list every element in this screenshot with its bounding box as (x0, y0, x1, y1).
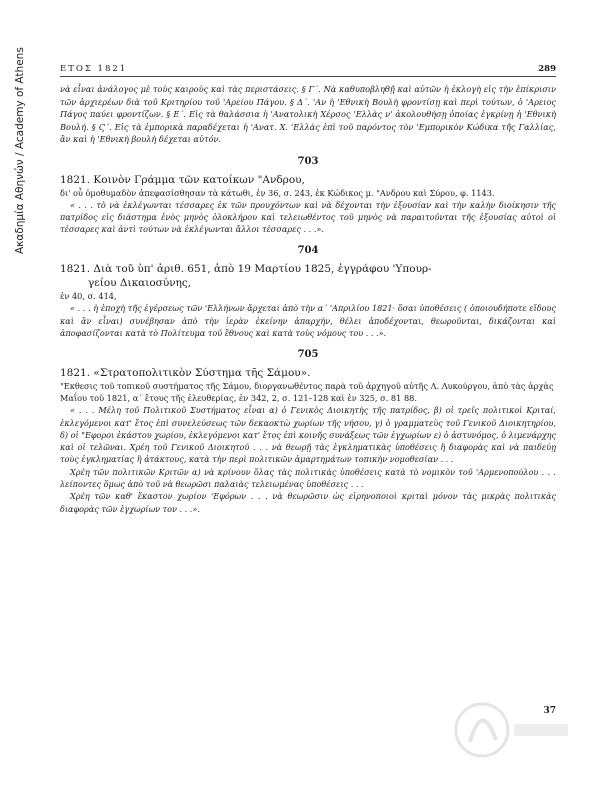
document-704 (60, 245, 556, 339)
running-title: ΕΤΟΣ 1821 (60, 64, 128, 74)
document-source: "Εκθεσις τοῦ τοπικοῦ συστήματος τῆς Σάμου, διοργανωθέντος παρὰ τοῦ ἀρχηγοῦ αὐτῆς Λ. Λυκούργου, ἀπὸ τὰς ἀρχὰς Μαΐου τοῦ 1821, α΄ ἔτους τῆς ἐλευθερίας, ἐν 342, 2, σ. 121–128 καὶ ἐν 325, σ. 81 88. (60, 381, 554, 404)
page-number: 289 (538, 64, 556, 74)
sheet-number: 37 (543, 706, 556, 716)
document-title: 1821. «Στρατοπολιτικὸν Σύστημα τῆς Σάμου». (60, 367, 311, 380)
document-703 (60, 156, 556, 236)
document-quote: « . . . ἡ ἐποχὴ τῆς ἐγέρσεως τῶν 'Ελλήνων ἄρχεται ἀπὸ τὴν α΄ 'Απριλίου 1821· ὅσαι ὑποθέσεις ( ὁποιουδήποτε εἴδους καὶ ἂν εἶναι) συνέβησαν ἀπὸ τὴν ἱερὰν ἐκείνην ἀπαρχήν, θέλει ἀποδέχονται, θεωροῦνται, δικάζονται καὶ ἀποφασίζονται κατὰ τὸ Πολίτευμα τοῦ ἔθνους καὶ κατὰ τοὺς νόμους του . . .». (60, 303, 556, 338)
academy-seal-icon (452, 680, 572, 780)
document-source: ἐν 40, σ. 414, (60, 291, 117, 302)
document-title-line1: 1821. Διὰ τοῦ ὑπ' ἀριθ. 651, ἀπὸ 19 Μαρτίου 1825, ἐγγράφου 'Υπουρ- (60, 263, 432, 276)
document-quote: Χρέη τῶν καθ' ἕκαστον χωρίον 'Εφόρων . . . νὰ θεωρῶσιν ὡς εἰρηνοποιοὶ κριταὶ μόνον τὰς μικρὰς πολιτικὰς διαφορὰς τῶν ἐγχωρίων τον . . .». (60, 491, 556, 514)
document-quote: « . . . Μέλη τοῦ Πολιτικοῦ Συστήματος εἶναι α) ὁ Γενικὸς Διοικητὴς τῆς πατρίδος, β) οἱ τρεῖς πολιτικοὶ Κριταί, ἐκλεγόμενοι κατ' ἔτος ἐπὶ συνελεύσεως τῶν δεκαοκτὼ χωρίων τῆς νήσου, γ) ὁ γραμματεὺς τοῦ Γενικοῦ Διοικητηρίου, δ) οἱ "Εφοροι ἑκάστου χωρίου, ἐκλεγόμενοι κατ' ἔτος ἐπὶ κοινῆς συνάξεως τῶν ἐγχωρίων ε) ὁ ἀστυνόμος, ὁ λιμενάρχης καὶ οἱ τελῶναι. Χρέη τοῦ Γενικοῦ Διοικητοῦ . . . νὰ θεωρῇ τὰς ἐγκληματικὰς ὑποθέσεις ἢ διαφορὰς καὶ νὰ παιδεύῃ τοὺς ἐγκληματίας ἢ ἀτάκτους, κατὰ τὴν περὶ πολιτικῶν ἁμαρτημάτων τοπικὴν νομοθεσίαν . . . (60, 405, 557, 465)
document-title: 1821. Κοινὸν Γράμμα τῶν κατοίκων "Ανδρου, (60, 173, 305, 186)
intro-paragraph: νὰ εἶναι ἀνάλογος μὲ τοὺς καιροὺς καὶ τὰς περιστάσεις. § Γ΄. Νὰ καθυποβληθῇ καὶ αὐτῶν ἡ ἐκλογὴ εἰς τὴν ἐπίκρισιν τῶν ἀρχιερέων διὰ τοῦ Κριτηρίου τοῦ 'Αρείου Πάγου. § Δ΄. 'Αν ἡ 'Εθνικὴ Βουλὴ φροντίσῃ καὶ περὶ τούτων, ὁ 'Αρειος Πάγος παύει φροντίζων. § Ε΄. Εἰς τὰ θαλάσσια ἡ 'Ανατολικὴ Χέρσος 'Ελλὰς ν' ἀκολουθήσῃ ὁποίας ἐγκρίνῃ ἡ 'Εθνικὴ Βουλή. § Ϛ΄. Εἰς τὰ ἐμπορικὰ παραδέχεται ἡ 'Ανατ. Χ. 'Ελλὰς ἐπὶ τοῦ παρόντος τὸν 'Εμπορικὸν Κώδικα τῆς Γαλλίας, ἂν καὶ ἡ 'Εθνικὴ βουλὴ δέχεται αὐτόν. (60, 84, 556, 144)
side-watermark: Ακαδημία Αθηνών / Academy of Athens (14, 47, 26, 254)
document-number: 705 (297, 349, 319, 361)
document-quote: Χρέη τῶν πολιτικῶν Κριτῶν α) νὰ κρίνουν ὅλας τὰς πολιτικὰς ὑποθέσεις κατὰ τὸ νομικὸν τοῦ 'Αρμενοπούλου . . . λείποντες ὅμως ἀπὸ τοῦ νὰ θεωρῶσι παλαιὰς τελειωμένας ὑποθέσεις . . . (60, 466, 556, 490)
document-number: 704 (297, 245, 319, 257)
document-title-line2: γείου Δικαιοσύνης, (88, 277, 192, 290)
document-source: δι' οὗ ὁμοθυμαδὸν ἀπεφασίσθησαν τὰ κάτωθι, ἐν 36, σ. 243, ἐκ Κώδικος μ. "Ανδρου καὶ Σύρου, φ. 1143. (60, 187, 495, 198)
document-705 (60, 349, 556, 515)
document-number: 703 (297, 155, 319, 167)
document-title (60, 262, 556, 290)
document-quote: « . . . τὸ νὰ ἐκλέγωνται τέσσαρες ἐκ τῶν προυχόντων καὶ νὰ δέχονται τὴν ἐξουσίαν καὶ τὴν καλὴν διοίκησιν τῆς πατρίδος εἰς διάστημα ἑνὸς μηνὸς ὁλοκλήρου καὶ τελειωθέντος τοῦ μηνὸς νὰ παραιτοῦνται τῆς ἐξουσίας αὐτοὶ οἱ τέσσαρες καὶ ἀντὶ τούτων νὰ ἐκλέγωνται ἄλλοι τέσσαρες . . .». (60, 199, 556, 235)
page (60, 64, 556, 515)
running-head (60, 64, 556, 77)
